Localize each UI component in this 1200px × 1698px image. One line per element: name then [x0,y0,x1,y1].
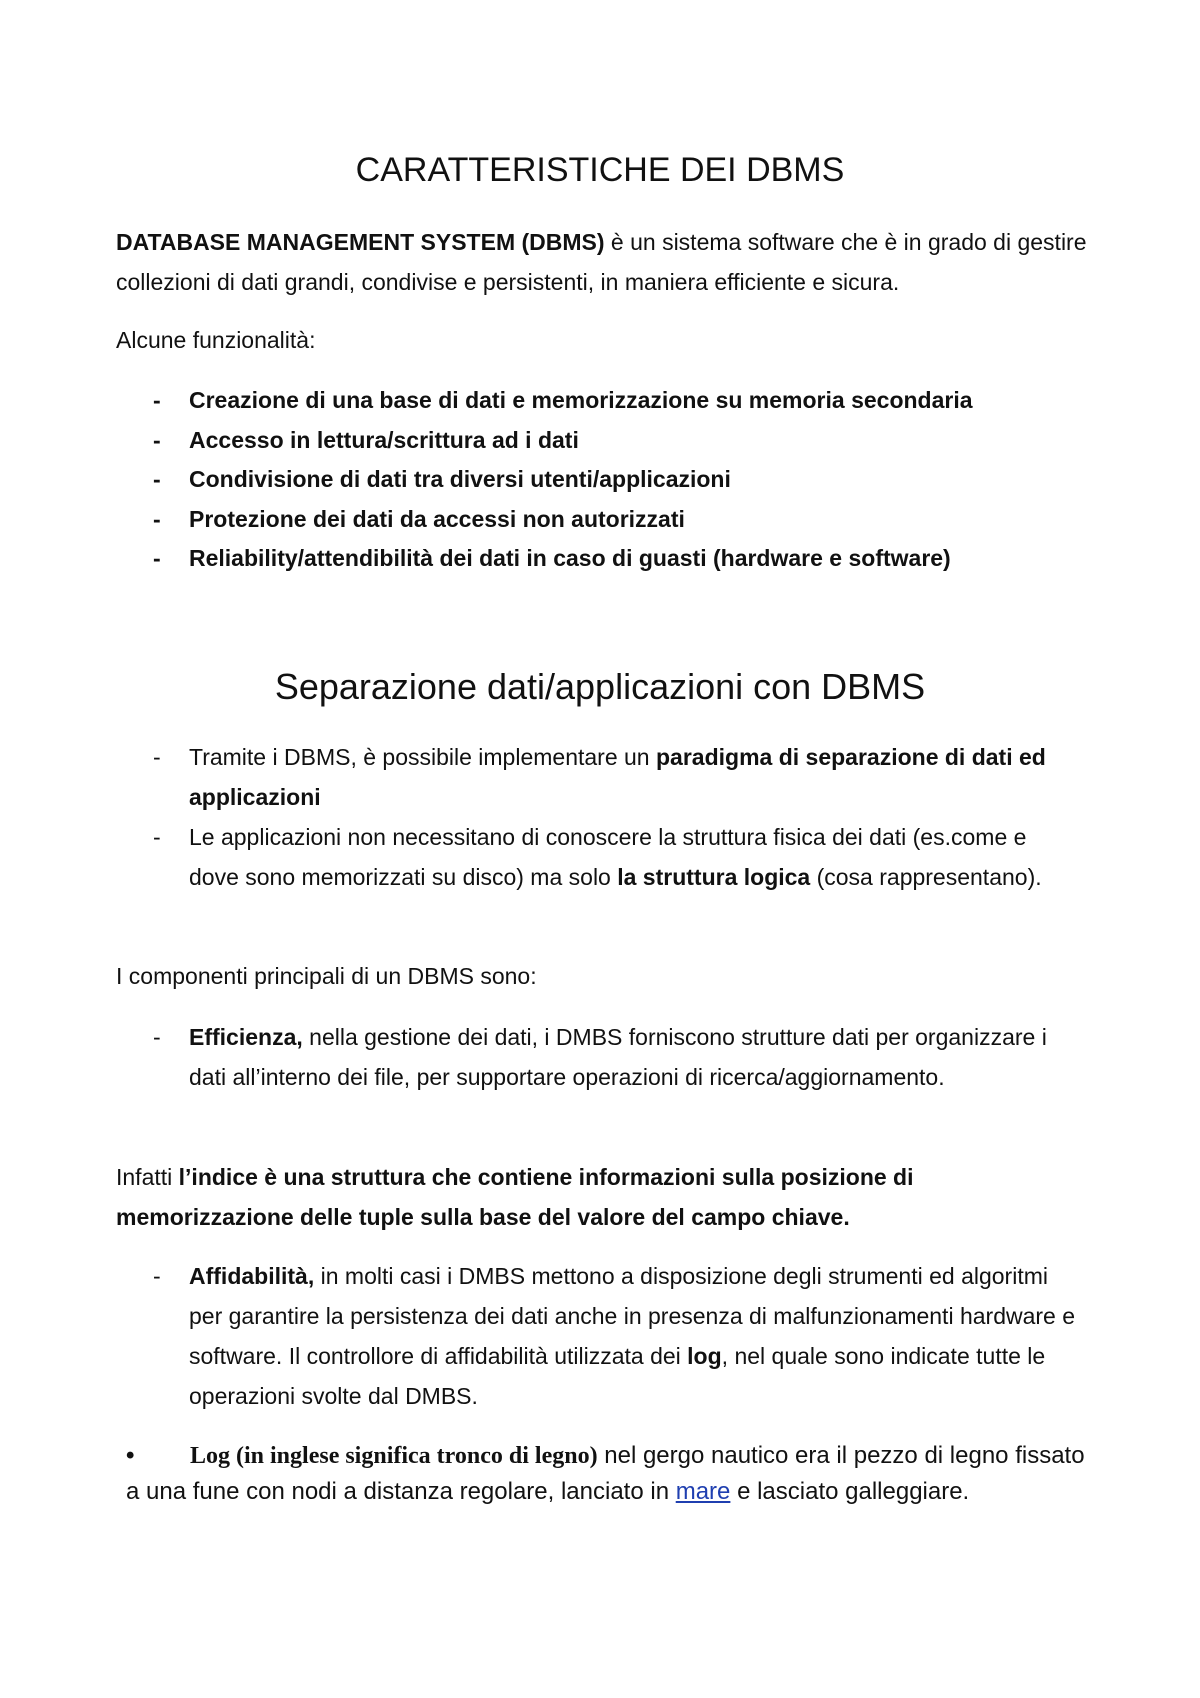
dash-marker: - [153,1263,161,1289]
list-item: - Creazione di una base di dati e memorizzazione su memoria secondaria [116,381,1136,421]
list-item: - Tramite i DBMS, è possibile implementare un paradigma di separazione di dati ed applicazioni [116,737,1076,817]
index-note: Infatti l’indice è una struttura che contiene informazioni sulla posizione di memorizzazione delle tuple sulla base del valore del campo chiave. [116,1164,914,1230]
section-title-separation: Separazione dati/applicazioni con DBMS [274,666,926,707]
components-heading: I componenti principali di un DBMS sono: [116,963,537,989]
list-item: - Condivisione di dati tra diversi utenti/applicazioni [116,460,1136,500]
dbms-definition [116,222,1116,302]
dash-marker: - [153,1024,161,1050]
reliability-list [116,1256,1076,1416]
list-item: - Le applicazioni non necessitano di conoscere la struttura fisica dei dati (es.come e dove sono memorizzati su disco) ma solo la struttura logica (cosa rappresentano). [116,817,1076,897]
features-heading: Alcune funzionalità: [116,327,316,353]
list-item: - Affidabilità, in molti casi i DMBS mettono a disposizione degli strumenti ed algoritmi per garantire la persistenza dei dati anche in presenza di malfunzionamenti hardware e software. Il controllore di affidabilità utilizzata dei log, nel quale sono indicate tutte le operazioni svolte dal DMBS. [116,1256,1076,1416]
efficiency-list [116,1017,1076,1097]
dash-marker: - [153,824,161,850]
list-item: - Reliability/attendibilità dei dati in caso di guasti (hardware e software) [116,539,1136,579]
definition-term: DATABASE MANAGEMENT SYSTEM (DBMS) [116,229,605,255]
dash-marker: - [153,545,161,571]
separation-list [116,737,1076,897]
dash-marker: - [153,505,161,532]
dash-marker: - [153,426,161,453]
features-list [116,381,1136,579]
list-item: - Efficienza, nella gestione dei dati, i DMBS forniscono strutture dati per organizzare i dati all’interno dei file, per supportare operazioni di ricerca/aggiornamento. [116,1017,1076,1097]
definition-text: è un sistema software che è in grado di gestire collezioni di dati grandi, condivise e persistenti, in maniera efficiente e sicura. [116,229,1087,295]
bullet-icon: • [126,1442,135,1469]
list-item: - Protezione dei dati da accessi non autorizzati [116,500,1136,540]
dash-marker: - [153,387,161,413]
log-note: • Log (in inglese significa tronco di legno) nel gergo nautico era il pezzo di legno fissato a una fune con nodi a distanza regolare, lanciato in mare e lasciato galleggiare. [126,1438,1086,1510]
dash-marker: - [153,466,161,492]
page-title: CARATTERISTICHE DEI DBMS [355,151,845,189]
list-item: - Accesso in lettura/scrittura ad i dati [116,421,1136,461]
dash-marker: - [153,744,161,770]
mare-link[interactable]: mare [675,1478,731,1505]
